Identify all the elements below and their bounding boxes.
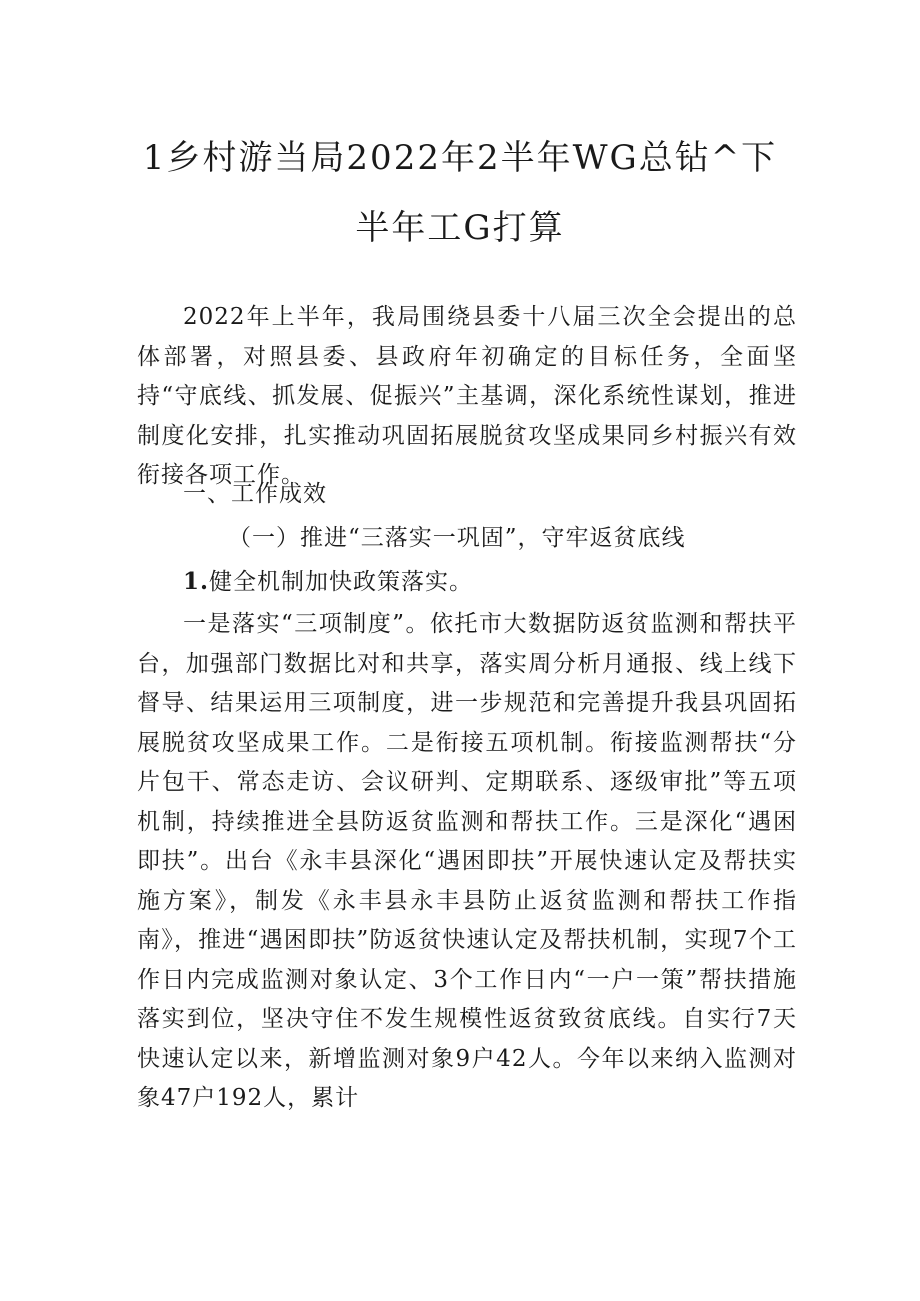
document-title-line2: 半年工G打算 [355,208,565,248]
subsection-heading: （一）推进“三落实一巩固”，守牢返贫底线 [228,525,686,551]
item-number: 1. [183,568,210,595]
body-paragraph: 一是落实“三项制度”。依托市大数据防返贫监测和帮扶平台，加强部门数据比对和共享，落实周分析月通报、线上线下督导、结果运用三项制度，进一步规范和完善提升我县巩固拓展脱贫攻坚成果工作。二是衔接五项机制。衔接监测帮扶“分片包干、常态走访、会议研判、定期联系、逐级审批”等五项机制，持续推进全县防返贫监测和帮扶工作。三是深化“遇困即扶”。出台《永丰县深化“遇困即扶”开展快速认定及帮扶实施方案》，制发《永丰县永丰县防止返贫监测和帮扶工作指南》，推进“遇困即扶”防返贫快速认定及帮扶机制，实现7个工作日内完成监测对象认定、3个工作日内“一户一策”帮扶措施落实到位，坚决守住不发生规模性返贫致贫底线。自实行7天快速认定以来，新增监测对象9户42人。今年以来纳入监测对象47户192人，累计 [137,611,797,1111]
section-heading: 一、工作成效 [183,481,327,507]
item-heading [183,562,783,603]
item-heading-text: 健全机制加快政策落实。 [209,569,474,595]
intro-paragraph: 2022年上半年，我局围绕县委十八届三次全会提出的总体部署，对照县委、县政府年初确定的目标任务，全面坚持“守底线、抓发展、促振兴”主基调，深化系统性谋划，推进制度化安排，扎实推动巩固拓展脱贫攻坚成果同乡村振兴有效衔接各项工作。 [137,304,797,488]
document-title-line1: 1乡村游当局2022年2半年WG总钻^下 [142,138,778,178]
